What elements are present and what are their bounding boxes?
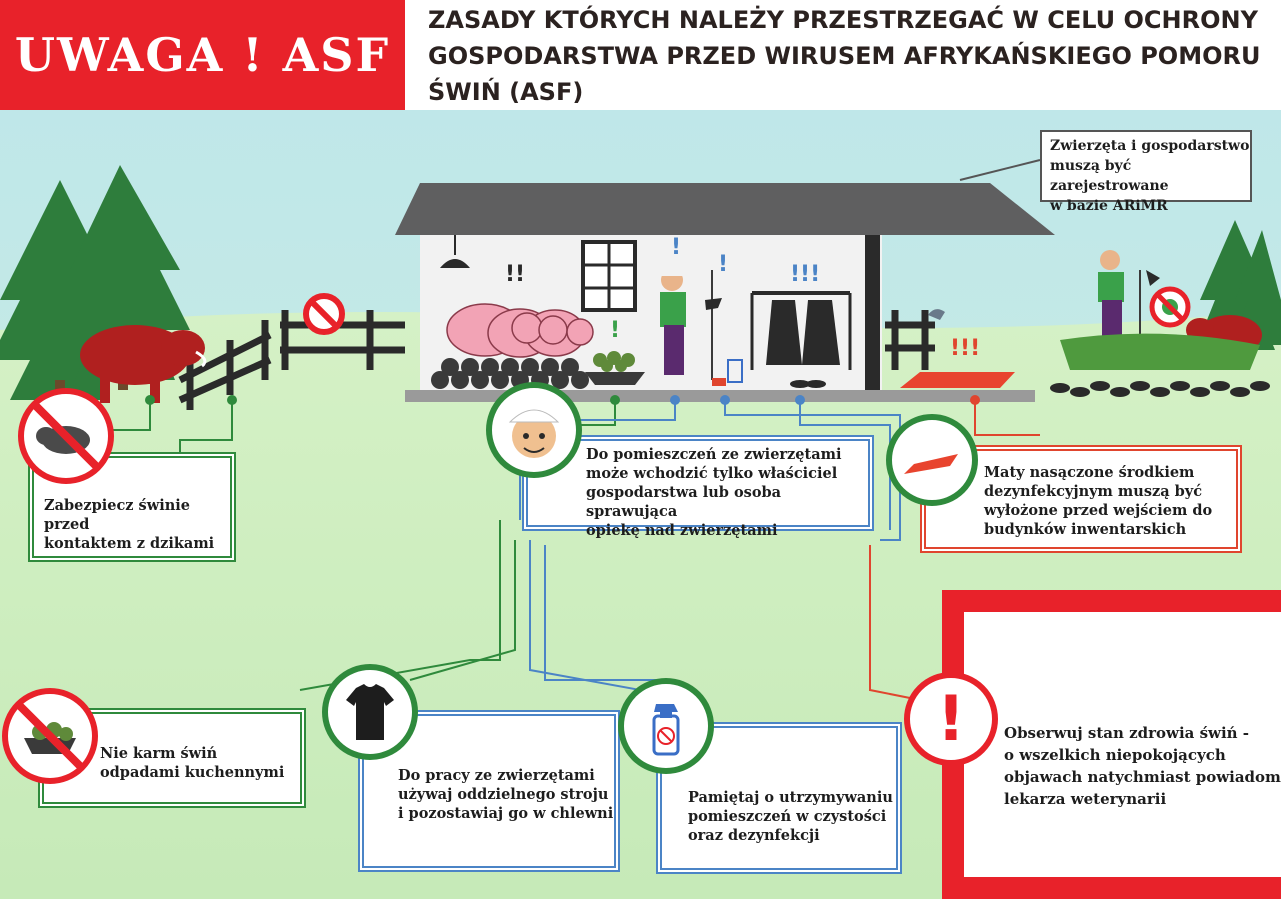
boar-prohibition-icon: [18, 388, 114, 484]
shirt-icon: [322, 664, 418, 760]
pigs-exclamation: !!: [505, 262, 526, 287]
registration-box: [1040, 130, 1252, 214]
mat-exclamation: !!!: [950, 336, 981, 361]
health-box: [942, 590, 1281, 899]
disinfectant-spray-icon: [618, 678, 714, 774]
kitchen-waste-prohibition-icon: [2, 688, 98, 784]
clothing-text: Do pracy ze zwierzętami używaj oddzielnego stroju i pozostawiaj go w chlewni: [398, 767, 614, 822]
clothes-exclamation: !!!: [790, 262, 821, 287]
feed-exclamation: !: [610, 318, 621, 343]
health-text: Obserwuj stan zdrowia świń - o wszelkich niepokojących objawach natychmiast powiadom lekarza weterynarii: [1004, 724, 1281, 808]
exclamation-icon: [904, 672, 998, 766]
wild-boars-text: Zabezpiecz świnie przed kontaktem z dzikami: [44, 497, 215, 552]
access-text: Do pomieszczeń ze zwierzętami może wchodzić tylko właściciel gospodarstwa lub osoba sprawująca opiekę nad zwierzętami: [586, 446, 842, 539]
right-prohibition-icon: [1148, 285, 1192, 329]
farmer-exclamation: !: [671, 235, 682, 260]
cleanliness-text: Pamiętaj o utrzymywaniu pomieszczeń w czystości oraz dezynfekcji: [688, 789, 893, 844]
header-banner: UWAGA ! ASF: [0, 0, 405, 110]
kitchen-waste-text: Nie karm świń odpadami kuchennymi: [100, 745, 285, 781]
mats-text: Maty nasączone środkiem dezynfekcyjnym muszą być wyłożone przed wejściem do budynków inwentarskich: [984, 464, 1213, 538]
disinfection-mat-icon: [886, 414, 978, 506]
fence-prohibition-icon: [302, 292, 346, 336]
registration-text: Zwierzęta i gospodarstwo muszą być zarejestrowane w bazie ARiMR: [1050, 138, 1250, 214]
spray-exclamation: !: [718, 252, 729, 277]
exclamation-mark: !: [936, 682, 966, 755]
farmer-face-icon: [486, 382, 582, 478]
page-title: ZASADY KTÓRYCH NALEŻY PRZESTRZEGAĆ W CELU OCHRONY GOSPODARSTWA PRZED WIRUSEM AFRYKAŃSKIEGO POMORU ŚWIŃ (ASF): [428, 6, 1261, 106]
